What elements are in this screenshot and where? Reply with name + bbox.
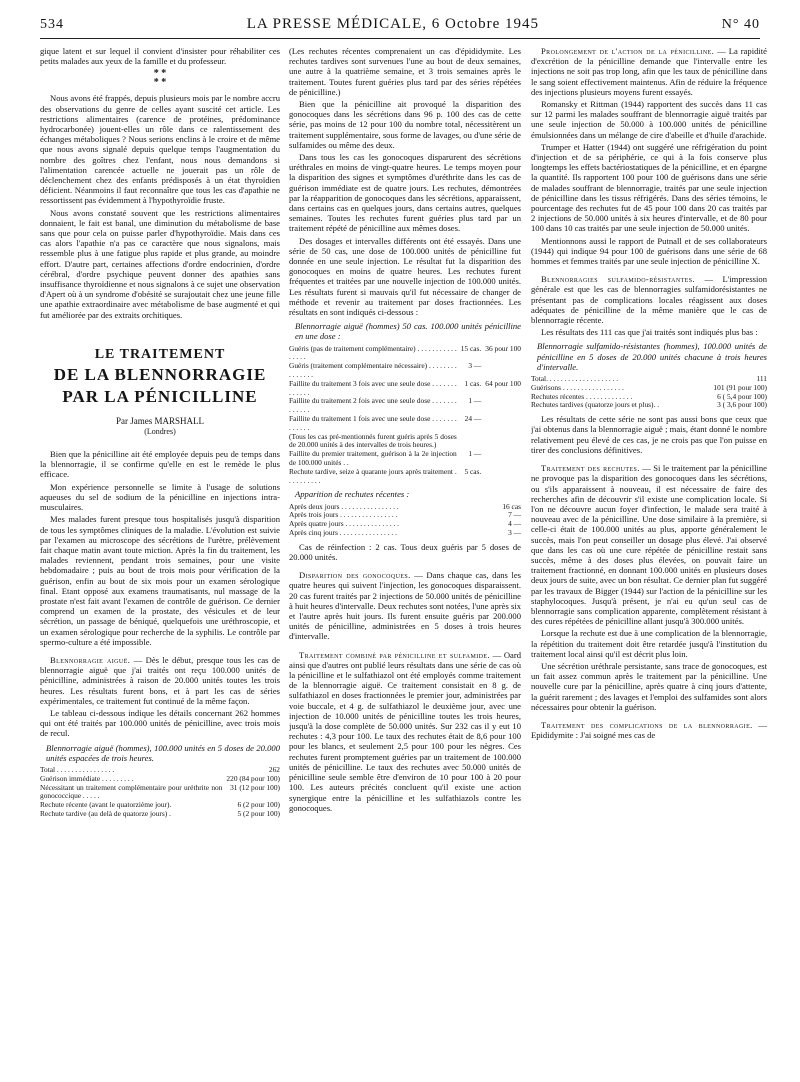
paragraph: gique latent et sur lequel il convient d'insister pour réhabiliter ces petits malades aux yeux de la famille et du professeur. bbox=[40, 46, 280, 67]
table-row bbox=[289, 468, 521, 486]
table-cell-value: 15 cas. bbox=[460, 343, 482, 353]
paragraph: Nous avons été frappés, depuis plusieurs mois par le nombre accru des observations du genre de celles ayant suscité cet article. Les restrictions alimentaires (carence de protéines, prédominance hydrocarbonée) jouent-elles un rôle dans ce ralentissement des échanges métaboliques ? Nous serions enclins à le croire et de même que nous avons signalé depuis quelque temps l'augmentation du nombre des goîtres chez l'enfant, nous nous demandons si l'alimentation carencée actuelle ne jouerait pas un rôle de déclenchement chez des enfants prédisposés à un état thyroïdien déficient. Néanmoins il faut reconnaître que tous les cas d'apathie ne ressortissent pas évidemment à l'hypothyroïdie fruste. bbox=[40, 93, 280, 206]
section-heading: Blennorragie aiguë. bbox=[50, 654, 131, 665]
paragraph: Des dosages et intervalles différents ont été essayés. Dans une série de 50 cas, une dose de 100.000 unités de pénicilline fut donnée en une seule injection. Le résultat fut la disparition des gonocoques en moins de quatre heures. Les rechutes furent fréquentes et traitées par une nouvelle injection de 100.000 unités. Les résultats furent si mauvais qu'il fut nécessaire de changer de méthode et revenir au traitement par doses fractionnées. Les résultats en sont indiqués ci-dessous : bbox=[289, 235, 521, 318]
table-cell-value: 16 cas bbox=[502, 501, 521, 511]
table-cell-value: 24 — bbox=[464, 414, 482, 424]
section-text: — La rapidité d'excrétion de la pénicilline demande que l'intervalle entre les injections ne soit pas trop long, afin que les taux de pénicilline dans le sang soient effectivement maintenus. Afin de réduire la fréquence des injections plusieurs moyens furent essayés. bbox=[531, 46, 767, 97]
article-title-line-3: PAR LA PÉNICILLINE bbox=[62, 386, 258, 406]
table-cell-label: (Tous les cas pré-mentionnés furent guéris après 5 doses de 20.000 unités à des intervalles de trois heures.) bbox=[289, 431, 457, 450]
paragraph: (Les rechutes récentes comprenaient un cas d'épididymite. Les rechutes tardives sont survenues l'une au bout de deux semaines, une autre à la quatrième semaine, et 3 trois semaines après le traitement. Toutes furent guéries plus tard par des séries répétées de pénicilline.) bbox=[289, 46, 521, 97]
page-number: 534 bbox=[40, 17, 64, 32]
table-cell-value: 220 (84 pour 100) bbox=[226, 773, 280, 783]
paragraph: Bien que la pénicilline ait provoqué la disparition des gonocoques dans les sécrétions dans 96 p. 100 des cas de cette série, pas moins de 12 pour 100 du nombre total, nécessitèrent un traitement supplémentaire, sous forme de lavages, ou d'une série de sulfamides ou même des deux. bbox=[289, 99, 521, 150]
paragraph: Trumper et Hatter (1944) ont suggéré une réfrigération du point d'injection et de sa périphérie, ce qui à la fois conserve plus longtemps les effets bactériostatiques de la pénicilline, et en épargne la quantité. Ils rapportent 100 pour 100 de guérisons dans une série de malades souffrant de blennorragie, traités par une seule injection de pénicilline dans les tissus réfrigérés. Dans des séries témoins, le pourcentage des rechutes fut de 45 pour 100 dans 20 cas traités par 2 injections de 50.000 unités à six heures d'intervalle, et de 80 pour 100 dans 10 cas traités par une seule injection de 50.000 unités. bbox=[531, 141, 767, 234]
paragraph: Dans tous les cas les gonocoques disparurent des sécrétions uréthrales en moins de vingt-quatre heures. Le temps moyen pour la disparition des signes et symptômes d'uréthrite dans les cas de guérison immédiate est de quatre jours. Les rechutes, démontrées par la réapparition de gonocoques dans les sécrétions, apparaissent, dans certains cas en quelques jours, dans certains autres, quelques semaines. Toutes les rechutes furent guéries plus tard par un traitement répété de pénicilline aux mêmes doses. bbox=[289, 152, 521, 234]
table-cell-value: 1 — bbox=[468, 449, 482, 459]
table-cell-value: 6 ( 5,4 pour 100) bbox=[717, 391, 767, 401]
table-cell-label: Faillite du traitement 1 fois avec une seule dose . . . . . . . . . . . . . bbox=[289, 414, 457, 432]
article-title-line-1: LE TRAITEMENT bbox=[94, 346, 226, 362]
article-title-line-2: DE LA BLENNORRAGIE bbox=[53, 364, 267, 384]
paragraph: Bien que la pénicilline ait été employée depuis peu de temps dans la blennorragie, il se confirme qu'elle en est le remède le plus efficace. bbox=[40, 449, 280, 480]
section-paragraph bbox=[531, 720, 767, 740]
paragraph: Mentionnons aussi le rapport de Putnall et de ses collaborateurs (1944) qui indique 94 pour 100 de guérisons dans une série de 68 hommes et femmes traités par une seule injection de pénicilline X. bbox=[531, 235, 767, 267]
section-text: — Dans chaque cas, dans les quatre heures qui suivent l'injection, les gonocoques disparaissent. 20 cas furent traités par 2 injections de 50.000 unités de pénicilline à huit heures d'intervalle. Deux rechutes sont notées, l'une après six et l'autre après huit jours. Ils furent ensuite guéris par 200.000 unités de pénicilline, administrées en 5 doses à trois heures d'intervalle. bbox=[289, 570, 521, 642]
results-table-acute bbox=[40, 766, 280, 819]
table-cell-label: Rechutes récentes . . . . . . . . . . . . . bbox=[531, 391, 633, 401]
table-cell-value: 262 bbox=[268, 764, 280, 774]
table-row bbox=[289, 380, 521, 398]
table-cell-label: Rechute tardive, seize à quarante jours après traitement . . . . . . . . . . bbox=[289, 466, 457, 485]
table-cell-value: 3 — bbox=[468, 361, 482, 371]
journal-title bbox=[247, 16, 539, 33]
paragraph: Cas de réinfection : 2 cas. Tous deux guéris par 5 doses de 20.000 unités. bbox=[289, 541, 521, 563]
section-text: — Oard ainsi que d'autres ont publié leurs résultats dans une série de cas où la pénicilline et le sulfathiazol ont été employés comme traitement de la blennorragie aiguë. Ce traitement consistait en 8 g. de sulfathiazol en doses fractionnées le premier jour, administrées par voie buccale, et 4 g. de sulfathiazol le deuxième jour, avec une injection de 10.000 unités de pénicilline toutes les trois heures, jusqu'à la dose complète de 50.000 unités. Sur 232 cas il y eut 10 rechutes : 4,3 pour 100. Le taux des rechutes était de 8,6 pour 100 pour les blancs, et seulement 2,5 pour 100 pour les nègres. Ces rechutes furent promptement guéries par un traitement de 100.000 unités de pénicilline. Le taux des rechutes avec 50.000 unités de pénicilline seule semble être d'environ de 10 pour 100 à 20 pour 100. Les auteurs précités concluent qu'il existe une action synergique entre la pénicilline et les sulfathiazols contre les gonocoques. bbox=[289, 649, 521, 813]
paragraph: Mon expérience personnelle se limite à l'usage de solutions aqueuses du sel de sodium de la pénicilline en injections intra-musculaires. bbox=[40, 481, 280, 513]
section-stars: * * * * bbox=[153, 68, 167, 89]
table-cell-label: Faillite du traitement 3 fois avec une seule dose . . . . . . . . . . . . . bbox=[289, 378, 457, 397]
table-cell-label: Après trois jours . . . . . . . . . . . . . . . . bbox=[289, 510, 398, 520]
section-text: — L'impression générale est que les cas de blennorragies sulfamidorésistantes ne présentant pas de complications locales réagissent aux doses adéquates de pénicilline de la même manière que le cas de blennorragie récente. bbox=[531, 274, 767, 326]
section-text: — Epididymite : J'ai soigné mes cas de bbox=[531, 719, 767, 741]
section-paragraph bbox=[531, 46, 767, 97]
relapse-timing-table bbox=[289, 503, 521, 538]
paragraph: Le tableau ci-dessous indique les détails concernant 262 hommes qui ont été traités par 100.000 unités de pénicilline, avec trois mois de recul. bbox=[40, 707, 280, 739]
paragraph: Les résultats des 111 cas que j'ai traités sont indiqués plus bas : bbox=[541, 327, 758, 338]
section-text: — Si le traitement par la pénicilline ne provoque pas la disparition des gonocoques dans les sécrétions, ou s'ils apparaissent à nouveau, il est nécessaire de faire des recherches afin de découvrir s'il existe une complication locale. Si l'on ne découvre aucun foyer d'infection, le malade sera traité à nouveau avec de la pénicilline. Une dose similaire à la première, si celle-ci était de 100.000 unités au plus, apporte généralement le succès, mais l'on peut conseiller un dosage plus élevé. J'ai observé que dans les cas où une cure répétée de pénicilline restait sans succès, même à des doses plus élevées, on pouvait faire un traitement fractionné, en donnant 100.000 unités en plusieurs doses deux jours de suite, avec un bon résultat. Ce dernier plan fut suggéré par les travaux de Bigger (1944) sur l'action de la pénicilline sur les staphylocoques. Jusqu'à présent, je n'ai eu qu'un seul cas de blennorragie sans complication apparente, complètement résistant à des cures répétées de pénicilline allant jusqu'à 300.000 unités. bbox=[531, 463, 767, 627]
issue-number: N° 40 bbox=[721, 17, 760, 32]
table-cell-value: 101 (91 pour 100) bbox=[713, 382, 767, 392]
table-cell-value: 3 — bbox=[508, 528, 521, 538]
table-row bbox=[289, 345, 521, 363]
table-cell-label: Faillite du traitement 2 fois avec une seule dose . . . . . . . . . . . . . bbox=[289, 396, 457, 415]
section-heading: Traitement des rechutes. bbox=[541, 463, 640, 474]
paragraph: Nous avons constaté souvent que les restrictions alimentaires donnaient, le fait est banal, une diminution du métabolisme de base sans que pour cela on puisse parler d'hypothyroïdie. Mais dans ces cas alors l'apathie n'a pas ce caractère que nous signalons, mais ressemble plus à une fatigue plus rapide et plus grande, au moindre effort. D'autre part, certaines affections d'ordre endocrinien, d'ordre cérébral, d'ordre psychique peuvent donner des apathies sans insuffisance thyroïdienne et nous signalons à ce sujet une observation d'Apert où à un syndrome d'obésité se surajoutait chez une jeune fille une apathie extraordinaire avec métabolisme de base augmenté et qui fut améliorée par des extraits orchitiques. bbox=[40, 207, 280, 320]
table-cell-label: Après quatre jours . . . . . . . . . . . . . . . bbox=[289, 519, 400, 529]
page-header bbox=[40, 16, 760, 39]
table-cell-value: 1 cas. bbox=[464, 378, 482, 388]
table-cell-label: Rechute récente (avant le quatorzième jour). bbox=[40, 800, 172, 810]
column-2 bbox=[289, 46, 521, 1076]
section-text: — Dès le début, presque tous les cas de blennorragie aiguë que j'ai traités ont reçu 100.000 unités de pénicilline, administrées à raison de 20.000 unités toutes les trois heures. Les résultats furent bons, et à part les cas de séries expérimentales, ce traitement fut continué de la même façon. bbox=[40, 654, 280, 706]
section-heading: Prolongement de l'action de la pénicilline. bbox=[541, 46, 715, 56]
table-cell-value: 31 (12 pour 100) bbox=[230, 782, 280, 792]
table-cell-label: Guérisons . . . . . . . . . . . . . . . . . bbox=[531, 382, 624, 392]
section-paragraph bbox=[531, 463, 767, 626]
author-byline: Par James MARSHALL bbox=[116, 415, 204, 426]
paragraph: Lorsque la rechute est due à une complication de la blennorragie, la répétition du traitement doit être retardée jusqu'à l'institution du traitement local ainsi qu'il est décrit plus loin. bbox=[531, 628, 767, 659]
paragraph: Mes malades furent presque tous hospitalisés jusqu'à disparition de tous les symptômes cliniques de la maladie. L'évolution est suivie par l'examen au microscope des sécrétions de l'urètre, prélèvement fait chaque matin avant toute miction. Après la fin du traitement, les malades reviennent, pendant trois semaines, pour une visite hebdomadaire ; puis au bout de trois mois pour vérification de la guérison, enfin au bout de six mois pour un examen sérologique final. Etant opposé aux examens traumatisants, nul massage de la prostate n'est fait avant l'examen de contrôle de guérison. Ce dernier comprend un examen de la prostate, des vésicules et de leur sécrétion, un passage de béniqué, quelquefois une uréthroscopie, et un examen sérologique pour recherche de la syphilis. Le contrôle par spermo-culture a été impossible. bbox=[40, 514, 280, 647]
table-cell-value: 5 cas. bbox=[464, 466, 482, 476]
table-cell-value: 3 ( 3,6 pour 100) bbox=[717, 400, 767, 410]
section-paragraph bbox=[289, 570, 521, 641]
paragraph: Les résultats de cette série ne sont pas aussi bons que ceux que j'ai obtenus dans la blennorragie aiguë ; mais, étant donné le nombre relativement peu élevé de ces cas, je ne crois pas que l'on puisse en tirer des conclusions définitives. bbox=[531, 414, 767, 455]
table-cell-label: Nécessitant un traitement complémentaire pour uréthrite non gonococcique . . . . . bbox=[40, 782, 223, 801]
section-paragraph bbox=[289, 650, 521, 813]
table-cell-label: Guéris (traitement complémentaire nécessaire) . . . . . . . . . . . . . . . bbox=[289, 361, 457, 380]
section-heading: Traitement des complications de la blennorragie. bbox=[541, 719, 753, 730]
author-affiliation: (Londres) bbox=[144, 426, 176, 436]
table-cell-label: Rechute tardive (au delà de quatorze jours) . bbox=[40, 808, 171, 818]
table-row bbox=[531, 401, 767, 410]
section-heading: Blennorragies sulfamido-résistantes. bbox=[541, 274, 695, 285]
table-caption: Blennorragie sulfamido-résistantes (hommes), 100.000 unités de pénicilline en 5 doses de 20.000 unités chacune à trois heures d'intervalle. bbox=[537, 341, 767, 372]
table-cell-value: 6 (2 pour 100) bbox=[237, 800, 280, 810]
results-table-single-dose bbox=[289, 345, 521, 486]
table-row bbox=[40, 784, 280, 802]
table-caption: Blennorragie aiguë (hommes) 50 cas. 100.000 unités pénicilline en une dose : bbox=[295, 321, 521, 342]
table-cell-value: 111 bbox=[756, 374, 767, 384]
table-cell-group-pct: 36 pour 100 bbox=[485, 343, 521, 353]
table-row bbox=[40, 810, 280, 819]
paragraph: Romansky et Rittman (1944) rapportent des succès dans 11 cas sur 12 parmi les malades souffrant de blennorragie aiguë traités par une seule injection de 50.000 à 100.000 unités de pénicilline émulsionnées dans un mélange de cire d'abeille et d'huile d'arachide. bbox=[531, 99, 767, 140]
column-1 bbox=[40, 46, 280, 1076]
column-3 bbox=[531, 46, 767, 1076]
results-table-resistant bbox=[531, 375, 767, 410]
table-cell-value: 7 — bbox=[508, 510, 521, 520]
table-cell-value bbox=[457, 433, 482, 451]
table-cell-label: Guérison immédiate . . . . . . . . . bbox=[40, 773, 134, 783]
section-paragraph bbox=[40, 655, 280, 706]
table-cell-label: Total . . . . . . . . . . . . . . . . bbox=[40, 764, 115, 774]
section-heading: Traitement combiné par pénicilline et sulfamide. bbox=[299, 649, 490, 660]
table-cell-group-pct: 64 pour 100 bbox=[485, 378, 521, 388]
paragraph: Une sécrétion uréthrale persistante, sans trace de gonocoques, est un fait assez commun après le traitement par la pénicilline. Une nouvelle cure par la pénicilline, après quatre à cinq jours d'attente, la guérit rarement ; des lavages et l'emploi des sulfamides sont alors nécessaires pour obtenir la guérison. bbox=[531, 660, 767, 712]
issue-date: 6 Octobre 1945 bbox=[431, 16, 540, 32]
table-cell-label: Après cinq jours . . . . . . . . . . . . . . . . bbox=[289, 528, 397, 538]
table-cell-value: 5 (2 pour 100) bbox=[237, 808, 280, 818]
table-cell-value: 1 — bbox=[468, 396, 482, 406]
article-title bbox=[40, 346, 280, 408]
table-row bbox=[289, 529, 521, 538]
table-cell-label: Guéris (pas de traitement complémentaire) . . . . . . . . . . . . . . . . bbox=[289, 343, 457, 362]
section-heading: Disparition des gonocoques. bbox=[299, 570, 411, 581]
table-cell-label: Total. . . . . . . . . . . . . . . . . . . . bbox=[531, 374, 619, 384]
table-cell-label: Après deux jours . . . . . . . . . . . . . . . . bbox=[289, 501, 399, 511]
table-cell-label: Rechutes tardives (quatorze jours et plus). . bbox=[531, 400, 660, 410]
journal-name: LA PRESSE MÉDICALE, bbox=[246, 16, 427, 32]
table-cell-value: 4 — bbox=[508, 519, 521, 529]
table-caption: Apparition de rechutes récentes : bbox=[295, 489, 410, 500]
section-paragraph bbox=[531, 274, 767, 325]
table-cell-label: Faillite du premier traitement, guérison à la 2e injection de 100.000 unités . . bbox=[289, 449, 457, 468]
table-caption: Blennorragie aiguë (hommes), 100.000 unités en 5 doses de 20.000 unités espacées de trois heures. bbox=[46, 742, 280, 763]
